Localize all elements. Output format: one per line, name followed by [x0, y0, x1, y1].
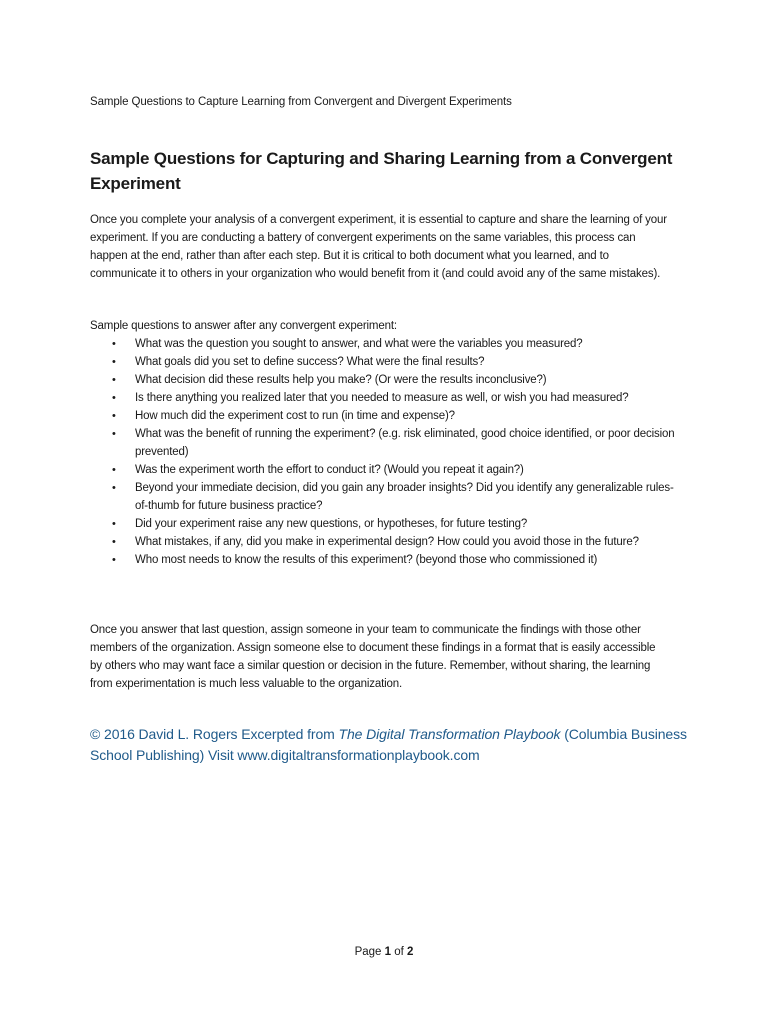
of-word: of	[391, 946, 408, 958]
bullet-icon: •	[112, 410, 116, 422]
question-item	[90, 407, 683, 425]
question-text: Is there anything you realized later that you needed to measure as well, or wish you had measured?	[135, 392, 629, 404]
question-item	[90, 371, 683, 389]
question-item	[90, 479, 683, 515]
question-text: Beyond your immediate decision, did you gain any broader insights? Did you identify any generalizable rules-of-thumb for future business practice?	[135, 482, 674, 512]
question-text: Did your experiment raise any new questions, or hypotheses, for future testing?	[135, 518, 528, 530]
question-item	[90, 551, 683, 569]
document-title: Sample Questions for Capturing and Sharing Learning from a Convergent Experiment	[90, 149, 673, 193]
question-item	[90, 533, 683, 551]
questions-label: Sample questions to answer after any convergent experiment:	[90, 320, 397, 332]
closing-paragraph: Once you answer that last question, assign someone in your team to communicate the findings with those other members of the organization. Assign someone else to document these findings in a format that is easily accessible by others who may want face a similar question or decision in the future. Remember, without sharing, the learning from experimentation is much less valuable to the organization.	[90, 624, 656, 690]
questions-list	[90, 335, 690, 569]
question-text: What decision did these results help you make? (Or were the results inconclusive?)	[135, 374, 547, 386]
copyright-prefix: © 2016 David L. Rogers Excerpted from	[90, 726, 339, 742]
total-pages: 2	[407, 946, 414, 958]
question-item	[90, 515, 683, 533]
question-text: How much did the experiment cost to run (in time and expense)?	[135, 410, 455, 422]
bullet-icon: •	[112, 374, 116, 386]
bullet-icon: •	[112, 536, 116, 548]
question-item	[90, 389, 683, 407]
question-text: Who most needs to know the results of this experiment? (beyond those who commissioned it)	[135, 554, 598, 566]
copyright-suffix: (Columbia Business School Publishing) Visit www.digitaltransformationplaybook.com	[90, 726, 687, 763]
book-title: The Digital Transformation Playbook	[338, 726, 561, 742]
bullet-icon: •	[112, 338, 116, 350]
bullet-icon: •	[112, 482, 116, 494]
copyright-notice	[90, 724, 710, 766]
question-text: What goals did you set to define success? What were the final results?	[135, 356, 485, 368]
question-text: Was the experiment worth the effort to conduct it? (Would you repeat it again?)	[135, 464, 524, 476]
bullet-icon: •	[112, 518, 116, 530]
question-item	[90, 353, 683, 371]
page-word: Page	[354, 946, 385, 958]
question-item	[90, 425, 683, 461]
question-text: What mistakes, if any, did you make in experimental design? How could you avoid those in the future?	[135, 536, 639, 548]
bullet-icon: •	[112, 356, 116, 368]
running-header: Sample Questions to Capture Learning from Convergent and Divergent Experiments	[90, 96, 512, 108]
question-item	[90, 335, 683, 353]
question-item	[90, 461, 683, 479]
bullet-icon: •	[112, 554, 116, 566]
question-text: What was the question you sought to answer, and what were the variables you measured?	[135, 338, 583, 350]
question-text: What was the benefit of running the experiment? (e.g. risk eliminated, good choice identified, or poor decision prevented)	[135, 428, 675, 458]
bullet-icon: •	[112, 392, 116, 404]
page-number	[0, 944, 768, 960]
intro-paragraph: Once you complete your analysis of a convergent experiment, it is essential to capture and share the learning of your experiment. If you are conducting a battery of convergent experiments on the same variables, this process can happen at the end, rather than after each step. But it is critical to both document what you learned, and to communicate it to others in your organization who would benefit from it (and could avoid any of the same mistakes).	[90, 214, 667, 280]
bullet-icon: •	[112, 464, 116, 476]
bullet-icon: •	[112, 428, 116, 440]
current-page: 1	[384, 946, 392, 958]
